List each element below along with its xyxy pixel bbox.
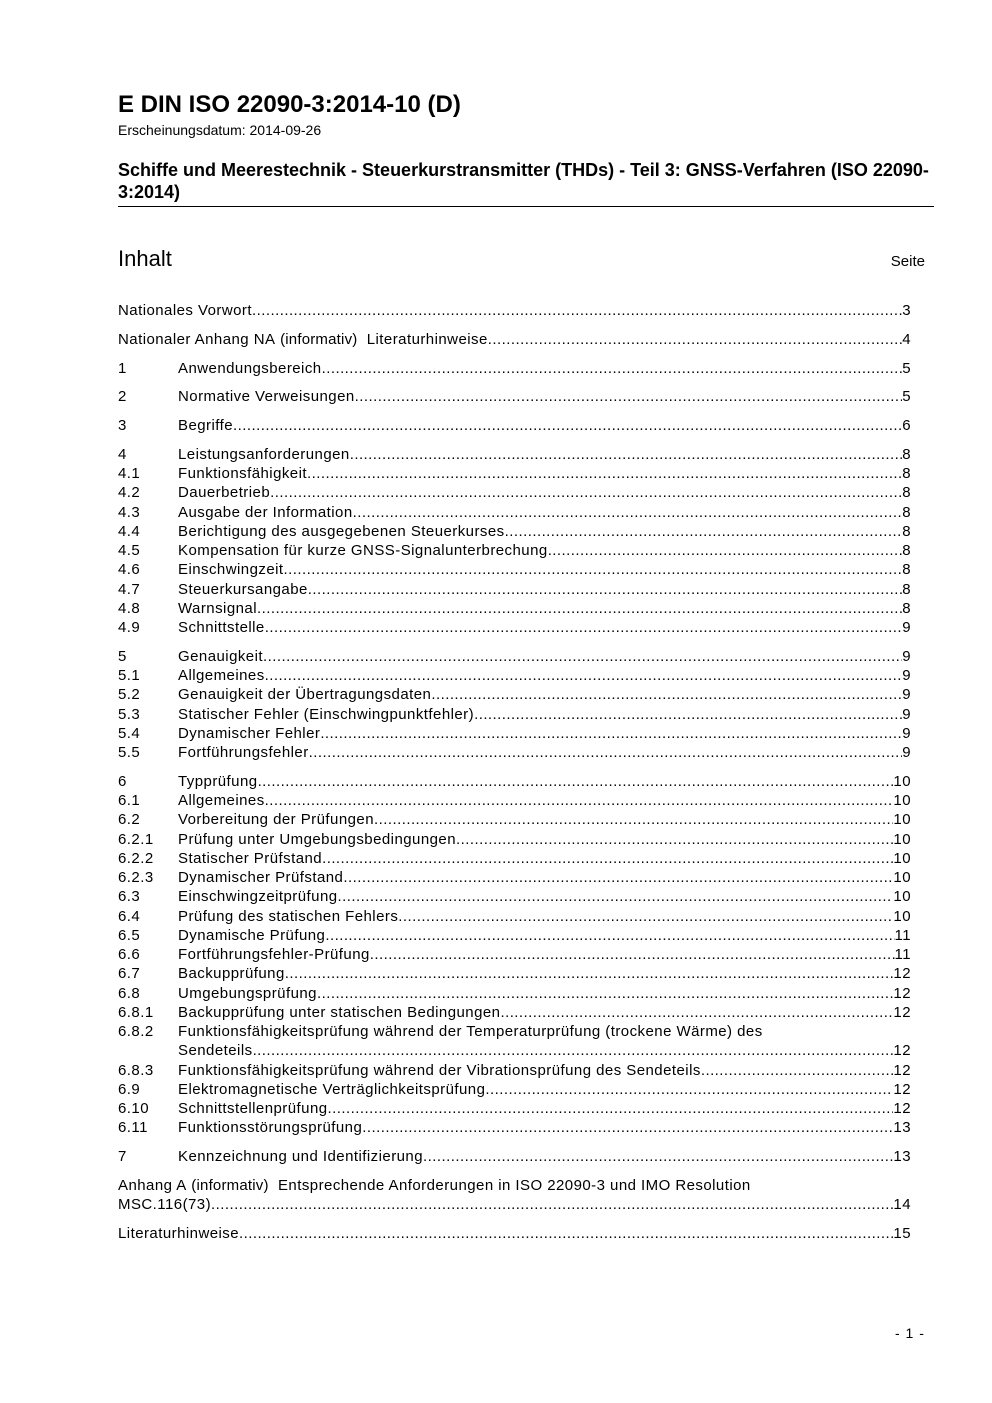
toc-entry-title: Backupprüfung (178, 965, 285, 983)
toc-entry-page: 8 (902, 445, 911, 463)
toc-leader-dots (252, 301, 902, 320)
toc-leader-dots (285, 964, 894, 983)
toc-leader-dots (431, 685, 902, 704)
toc-entry-page: 8 (902, 465, 911, 482)
toc-entry[interactable] (118, 483, 911, 502)
toc-entry-number: 5.2 (118, 686, 141, 704)
toc-entry-number: 6.8 (118, 984, 141, 1002)
toc-leader-dots (505, 522, 903, 541)
toc-entry[interactable] (118, 1003, 911, 1022)
toc-entry[interactable] (118, 830, 911, 849)
toc-entry-title: Prüfung des statischen Fehlers (178, 907, 399, 925)
toc-entry-page: 10 (893, 811, 911, 829)
toc-entry-continuation[interactable] (118, 1041, 911, 1060)
toc-entry[interactable] (118, 416, 911, 435)
toc-entry-page: 9 (902, 744, 911, 761)
toc-leader-dots (398, 907, 893, 926)
toc-page-label: Seite (890, 253, 925, 270)
toc-entry-title: Dynamische Prüfung (178, 926, 326, 944)
toc-leader-dots (233, 416, 902, 435)
toc-entry-page: 8 (902, 542, 911, 559)
toc-entry-number: 4.6 (118, 561, 141, 579)
toc-entry[interactable] (118, 301, 911, 320)
toc-entry-page: 9 (902, 647, 911, 665)
toc-entry[interactable] (118, 810, 911, 829)
toc-leader-dots (253, 1041, 894, 1060)
toc-entry-title: Statischer Prüfstand (178, 849, 323, 867)
toc-entry-title: Berichtigung des ausgegebenen Steuerkurses (178, 522, 505, 540)
toc-entry[interactable] (118, 464, 911, 483)
toc-entry[interactable] (118, 1061, 911, 1080)
toc-entry[interactable] (118, 541, 911, 560)
toc-entry-number: 6.11 (118, 1119, 148, 1137)
toc-entry-page: 8 (902, 484, 911, 502)
toc-leader-dots (265, 618, 902, 637)
toc-entry-page: 15 (893, 1224, 911, 1242)
toc-entry-page: 12 (893, 965, 911, 983)
toc-entry[interactable] (118, 387, 911, 406)
toc-entry[interactable] (118, 849, 911, 868)
toc-entry-page: 10 (893, 772, 911, 790)
toc-entry-title: Statischer Fehler (Einschwingpunktfehler) (178, 705, 475, 723)
toc-entry-page: 10 (893, 907, 911, 925)
toc-entry[interactable] (118, 1080, 911, 1099)
toc-entry-number: 6.10 (118, 1100, 149, 1117)
toc-entry-page: 12 (893, 1042, 911, 1060)
toc-entry-page: 13 (893, 1148, 911, 1165)
toc-entry[interactable] (118, 503, 911, 522)
toc-entry[interactable] (118, 984, 911, 1003)
toc-entry-page: 12 (893, 1003, 911, 1021)
toc-entry-title: Nationaler Anhang NA (118, 330, 276, 348)
toc-leader-dots (338, 887, 894, 906)
toc-entry-title: Allgemeines (178, 792, 265, 809)
toc-entry-page: 10 (893, 792, 911, 809)
toc-entry[interactable] (118, 791, 911, 810)
toc-entry[interactable] (118, 964, 911, 983)
toc-entry-number: 6.2.3 (118, 869, 154, 886)
toc-entry-number: 6.2 (118, 811, 141, 829)
toc-entry-page: 9 (902, 705, 911, 723)
toc-entry-title: Genauigkeit der Übertragungsdaten (178, 686, 432, 704)
toc-leader-dots (284, 560, 903, 579)
toc-entry-page: 12 (893, 1080, 911, 1098)
toc-entry-number: 4.1 (118, 465, 141, 482)
toc-entry-title: Nationales Vorwort (118, 302, 252, 319)
table-of-contents (118, 301, 911, 1243)
toc-leader-dots (239, 1224, 893, 1243)
toc-entry[interactable] (118, 887, 911, 906)
toc-entry-number: 6.9 (118, 1080, 141, 1098)
toc-entry-page: 14 (893, 1196, 911, 1213)
toc-leader-dots (355, 387, 903, 406)
toc-entry-page: 12 (893, 984, 911, 1002)
toc-entry-number: 5.1 (118, 667, 141, 684)
toc-entry-page: 9 (902, 686, 911, 704)
toc-entry-page: 8 (902, 599, 911, 617)
toc-entry-page: 4 (902, 330, 911, 348)
toc-entry-number: 1 (118, 359, 127, 377)
toc-leader-dots (317, 984, 893, 1003)
toc-entry-page: 12 (893, 1061, 911, 1079)
document-title: Schiffe und Meerestechnik - Steuerkurstransmitter (THDs) - Teil 3: GNSS-Verfahren (ISO 22090-3:2014) (118, 160, 929, 202)
toc-entry-page: 9 (902, 724, 911, 742)
document-id: E DIN ISO 22090-3:2014-10 (D) (118, 91, 461, 118)
toc-entry[interactable] (118, 1224, 911, 1243)
toc-leader-dots (325, 926, 894, 945)
toc-entry[interactable] (118, 1147, 911, 1166)
toc-leader-dots (322, 359, 903, 378)
toc-entry-number: 6.3 (118, 888, 141, 906)
toc-entry[interactable] (118, 666, 911, 685)
toc-entry-page: 13 (893, 1119, 911, 1137)
title-divider (118, 206, 934, 207)
toc-entry-title: Anhang A (118, 1176, 187, 1194)
toc-entry-number: 4.7 (118, 580, 141, 598)
toc-entry-number: 4.9 (118, 619, 141, 636)
toc-entry-title: Schnittstellenprüfung (178, 1100, 328, 1117)
toc-entry-page: 11 (894, 926, 911, 944)
publication-date: Erscheinungsdatum: 2014-09-26 (118, 122, 322, 138)
toc-entry-title: Kennzeichnung und Identifizierung (178, 1148, 424, 1165)
toc-entry-number: 6.4 (118, 907, 141, 925)
toc-heading: Inhalt (118, 246, 172, 271)
toc-leader-dots (485, 1080, 893, 1099)
toc-leader-dots (320, 724, 902, 743)
toc-entry-number: 4.2 (118, 484, 141, 502)
toc-entry-note: (informativ) (280, 330, 358, 348)
toc-entry-title: Kompensation für kurze GNSS-Signalunterbrechung (178, 542, 548, 559)
toc-entry-page: 10 (893, 830, 911, 848)
page-number: - 1 - (895, 1325, 925, 1341)
toc-entry-number: 3 (118, 417, 127, 434)
toc-entry[interactable] (118, 724, 911, 743)
toc-entry[interactable] (118, 445, 911, 464)
toc-entry[interactable] (118, 945, 911, 964)
toc-entry[interactable] (118, 618, 911, 637)
toc-entry-number: 6.6 (118, 946, 141, 963)
toc-leader-dots (263, 647, 902, 666)
toc-entry-number: 5.3 (118, 705, 141, 723)
toc-entry-title: Ausgabe der Information (178, 503, 353, 521)
toc-entry[interactable] (118, 1099, 911, 1118)
toc-entry-title: Einschwingzeitprüfung (178, 888, 338, 906)
toc-entry-number: 6.2.2 (118, 849, 154, 867)
toc-leader-dots (257, 599, 902, 618)
toc-leader-dots (370, 945, 895, 964)
toc-entry-number: 4.5 (118, 542, 141, 559)
toc-entry-title: Backupprüfung unter statischen Bedingungen (178, 1003, 501, 1021)
toc-entry[interactable] (118, 359, 911, 378)
toc-entry-page: 10 (893, 849, 911, 867)
toc-entry-number: 5 (118, 647, 127, 665)
toc-entry-page: 9 (902, 667, 911, 684)
toc-entry-title: Umgebungsprüfung (178, 984, 317, 1002)
toc-entry-title: Dynamischer Prüfstand (178, 869, 344, 886)
toc-entry-title: Fortführungsfehler-Prüfung (178, 946, 370, 963)
toc-entry-title: Allgemeines (178, 667, 265, 684)
toc-entry[interactable] (118, 926, 911, 945)
toc-leader-dots (374, 810, 893, 829)
toc-leader-dots (265, 791, 894, 810)
toc-entry-page: 8 (902, 580, 911, 598)
toc-leader-dots (350, 445, 903, 464)
toc-entry-title: Schnittstelle (178, 619, 265, 636)
toc-entry-title: Elektromagnetische Verträglichkeitsprüfung (178, 1080, 486, 1098)
toc-entry-title: Typprüfung (178, 772, 258, 790)
toc-entry-number: 5.5 (118, 744, 141, 761)
toc-entry[interactable] (118, 743, 911, 762)
toc-entry-number: 5.4 (118, 724, 141, 742)
toc-entry[interactable] (118, 1176, 911, 1195)
toc-entry-number: 6.8.2 (118, 1023, 154, 1040)
toc-entry[interactable] (118, 580, 911, 599)
toc-entry[interactable] (118, 647, 911, 666)
toc-entry-title-continued: MSC.116(73) (118, 1196, 212, 1213)
toc-entry-page: 12 (893, 1100, 911, 1117)
toc-entry-title: Dauerbetrieb (178, 484, 271, 502)
toc-entry-title: Steuerkursangabe (178, 580, 308, 598)
toc-entry-title: Funktionsfähigkeitsprüfung während der Vibrationsprüfung des Sendeteils (178, 1061, 701, 1079)
toc-entry-title: Normative Verweisungen (178, 388, 355, 406)
toc-leader-dots (308, 580, 902, 599)
toc-leader-dots (309, 743, 903, 762)
toc-entry-continuation[interactable] (118, 1195, 911, 1214)
toc-entry-title-part2: Entsprechende Anforderungen in ISO 22090-3 und IMO Resolution (277, 1176, 751, 1194)
toc-entry-title: Fortführungsfehler (178, 744, 309, 761)
toc-entry-title: Einschwingzeit (178, 561, 284, 579)
toc-entry-title-continued: Sendeteils (178, 1042, 253, 1060)
toc-entry-number: 6 (118, 772, 127, 790)
toc-entry-page: 8 (902, 503, 911, 521)
toc-entry-page: 6 (902, 417, 911, 434)
toc-leader-dots (423, 1147, 893, 1166)
toc-entry-title: Warnsignal (178, 599, 257, 617)
toc-leader-dots (474, 705, 902, 724)
toc-entry-number: 7 (118, 1148, 127, 1165)
toc-entry-page: 9 (902, 619, 911, 636)
toc-entry-title: Funktionsstörungsprüfung (178, 1119, 363, 1137)
toc-entry-number: 6.8.1 (118, 1003, 154, 1021)
toc-entry-number: 4.3 (118, 503, 141, 521)
toc-leader-dots (265, 666, 903, 685)
toc-entry-title: Vorbereitung der Prüfungen (178, 811, 374, 829)
toc-entry-title-part2: Literaturhinweise (366, 330, 488, 348)
toc-entry[interactable] (118, 868, 911, 887)
toc-entry-title: Begriffe (178, 417, 234, 434)
toc-entry-title: Prüfung unter Umgebungsbedingungen (178, 830, 456, 848)
toc-entry[interactable] (118, 705, 911, 724)
toc-entry-page: 5 (902, 388, 911, 406)
toc-entry[interactable] (118, 560, 911, 579)
toc-leader-dots (328, 1099, 894, 1118)
toc-entry-number: 4.4 (118, 522, 141, 540)
toc-entry[interactable] (118, 1118, 911, 1137)
toc-entry-page: 3 (902, 302, 911, 319)
toc-entry-page: 10 (893, 869, 911, 886)
toc-entry[interactable] (118, 330, 911, 349)
toc-entry-page: 8 (902, 522, 911, 540)
toc-entry[interactable] (118, 522, 911, 541)
toc-entry[interactable] (118, 907, 911, 926)
toc-leader-dots (258, 772, 894, 791)
toc-entry-number: 6.7 (118, 965, 141, 983)
toc-entry-page: 8 (902, 561, 911, 579)
toc-entry-number: 6.1 (118, 792, 141, 809)
toc-entry[interactable] (118, 685, 911, 704)
toc-leader-dots (307, 464, 902, 483)
toc-entry-number: 6.5 (118, 926, 141, 944)
toc-entry-number: 4.8 (118, 599, 141, 617)
toc-leader-dots (701, 1061, 894, 1080)
toc-entry-page: 5 (902, 359, 911, 377)
toc-entry-number: 6.8.3 (118, 1061, 154, 1079)
toc-entry-title: Genauigkeit (178, 647, 264, 665)
toc-entry-title: Dynamischer Fehler (178, 724, 321, 742)
toc-entry-number: 2 (118, 388, 127, 406)
toc-leader-dots (270, 483, 902, 502)
toc-leader-dots (456, 830, 893, 849)
toc-leader-dots (500, 1003, 893, 1022)
toc-entry[interactable] (118, 599, 911, 618)
toc-entry-note: (informativ) (191, 1176, 269, 1194)
toc-entry-title: Funktionsfähigkeit (178, 465, 308, 482)
toc-entry-title: Leistungsanforderungen (178, 445, 350, 463)
toc-leader-dots (322, 849, 893, 868)
toc-leader-dots (211, 1195, 893, 1214)
toc-entry-page: 11 (894, 946, 911, 963)
toc-entry-page: 10 (893, 888, 911, 906)
toc-entry-title: Anwendungsbereich (178, 359, 322, 377)
toc-entry-number: 4 (118, 445, 127, 463)
toc-entry[interactable] (118, 1022, 911, 1041)
toc-entry-title: Literaturhinweise (118, 1224, 240, 1242)
toc-entry[interactable] (118, 772, 911, 791)
toc-entry-number: 6.2.1 (118, 830, 154, 848)
toc-entry-title: Funktionsfähigkeitsprüfung während der Temperaturprüfung (trockene Wärme) des (178, 1023, 763, 1040)
toc-leader-dots (353, 503, 903, 522)
toc-leader-dots (343, 868, 893, 887)
toc-leader-dots (548, 541, 903, 560)
toc-leader-dots (362, 1118, 893, 1137)
toc-leader-dots (488, 330, 902, 349)
